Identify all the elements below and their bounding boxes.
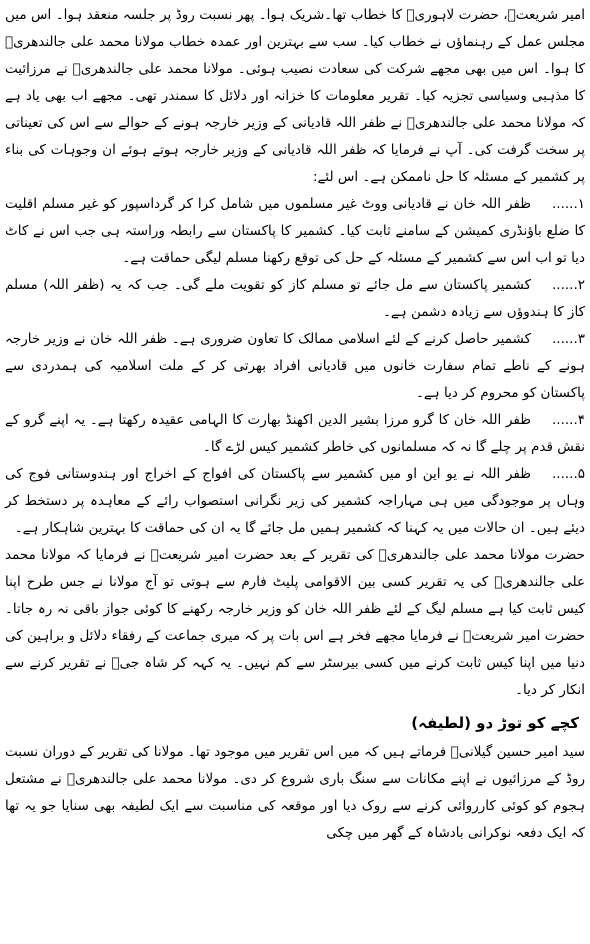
body-paragraph: حضرت مولانا محمد علی جالندھریؒ کی تقریر کے بعد حضرت امیر شریعتؒ نے فرمایا کہ مولانا محمد علی جالندھریؒ کی یہ تقریر کسی بین الاقوامی پلیٹ فارم سے ہوتی تو آج مولانا نے جس طرح اپنا کیس ثابت کیا ہے مسلم لیگ کے لئے ظفر اللہ خان کو وزیر خارجہ رکھنے کا کوئی جواز باقی نہ رہ جاتا۔ حضرت امیر شریعتؒ نے فرمایا مجھے فخر ہے اس بات پر کہ میری جماعت کے رفقاء دلائل و براہین کی دنیا میں اپنا کیس ثابت کرنے میں کسی بیرسٹر سے کم نہیں۔ یہ کہہ کر شاہ جیؒ نے تقریر کرنے سے انکار کر دیا۔	[5, 547, 585, 698]
numbered-item	[5, 461, 585, 542]
item-number: ۳......	[551, 331, 585, 347]
item-text: ظفر اللہ خان نے قادیانی ووٹ غیر مسلموں میں شامل کرا کر گرداسپور کو غیر مسلم اقلیت کا ضلع باؤنڈری کمیشن کے سامنے ثابت کیا۔ کشمیر کا پاکستان سے رابطہ وراستہ ہی جب اس نے کاٹ دیا تو اب اس سے کشمیر کے مسئلہ کے حل کی توقع رکھنا مسلم لیگی حماقت ہے۔	[5, 196, 585, 266]
body-paragraph: سید امیر حسین گیلانیؒ فرماتے ہیں کہ میں اس تقریر میں موجود تھا۔ مولانا کی تقریر کے دوران نسبت روڈ کے مرزائیوں نے اپنے مکانات سے سنگ باری شروع کر دی۔ مولانا محمد علی جالندھریؒ نے مشتعل ہجوم کو کوئی کارروائی کرنے سے روک دیا اور موقعہ کی مناسبت سے ایک لطیفہ بھی سنایا جو یہ تھا کہ ایک دفعہ نوکرانی بادشاہ کے گھر میں چکی	[5, 744, 585, 841]
item-number: ۵......	[551, 466, 585, 482]
numbered-item	[5, 326, 585, 407]
item-text: کشمیر پاکستان سے مل جائے تو مسلم کاز کو تقویت ملے گی۔ جب کہ یہ (ظفر اللہ) مسلم کاز کا ہندوؤں سے زیادہ دشمن ہے۔	[5, 277, 585, 320]
item-text: کشمیر حاصل کرنے کے لئے اسلامی ممالک کا تعاون ضروری ہے۔ ظفر اللہ خان نے وزیر خارجہ ہونے کے ناطے تمام سفارت خانوں میں قادیانی افراد بھرتی کر کے ملت اسلامیہ کی ہمدردی سے پاکستان کو محروم کر دیا ہے۔	[5, 331, 585, 401]
numbered-item	[5, 407, 585, 461]
item-text: ظفر اللہ نے یو این او میں کشمیر سے پاکستان کی افواج کے اخراج اور ہندوستانی فوج کی وہاں پر موجودگی میں ہی مہاراجہ کشمیر کی زیر نگرانی استصواب رائے کے معاہدہ پر دستخط کر دیئے ہیں۔ ان حالات میں یہ کہنا کہ کشمیر ہمیں مل جائے گا یہ ان کی حماقت کا بہترین شاہکار ہے۔	[5, 466, 585, 536]
item-number: ۱......	[551, 196, 585, 212]
body-paragraph: امیر شریعتؒ، حضرت لاہوریؒ کا خطاب تھا۔شریک ہوا۔ پھر نسبت روڈ پر جلسہ منعقد ہوا۔ اس میں مجلس عمل کے رہنماؤں نے خطاب کیا۔ سب سے بہترین اور عمدہ خطاب مولانا محمد علی جالندھریؒ کا ہوا۔ اس میں بھی مجھے شرکت کی سعادت نصیب ہوئی۔ مولانا محمد علی جالندھریؒ نے مرزائیت کا مذہبی وسیاسی تجزیہ کیا۔ تقریر معلومات کا خزانہ اور دلائل کا سمندر تھی۔ مجھے اب بھی یاد ہے کہ مولانا محمد علی جالندھریؒ نے ظفر اللہ قادیانی کے وزیر خارجہ ہونے کے حوالے سے اس کی تعیناتی پر سخت گرفت کی۔ آپ نے فرمایا کہ ظفر اللہ قادیانی کے وزیر خارجہ ہوتے ہوئے ان وجوہات کی بناء پر کشمیر کے مسئلہ کا حل ناممکن ہے۔ اس لئے:	[5, 7, 585, 185]
item-number: ۲......	[551, 277, 585, 293]
numbered-item	[5, 191, 585, 272]
section-heading: کچے کو توڑ دو (لطیفہ)	[411, 714, 579, 732]
item-number: ۴......	[551, 412, 585, 428]
numbered-item	[5, 272, 585, 326]
item-text: ظفر اللہ خان کا گرو مرزا بشیر الدین اکھنڈ بھارت کا الہامی عقیدہ رکھتا ہے۔ یہ اپنے گرو کے نقش قدم پر چلے گا نہ کہ مسلمانوں کی خاطر کشمیر کیس لڑے گا۔	[5, 412, 585, 455]
